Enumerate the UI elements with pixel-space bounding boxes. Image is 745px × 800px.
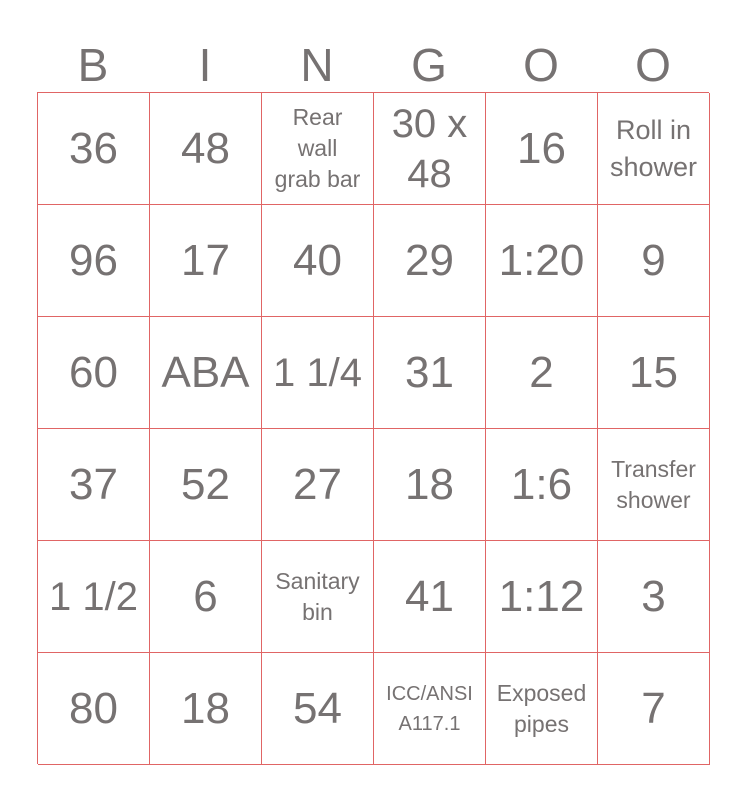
- bingo-cell[interactable]: [486, 317, 598, 429]
- bingo-cell[interactable]: [38, 317, 150, 429]
- bingo-cell[interactable]: [262, 317, 374, 429]
- cell-text: 40: [293, 235, 342, 285]
- bingo-cell[interactable]: [374, 653, 486, 765]
- cell-text: 96: [69, 235, 118, 285]
- bingo-cell[interactable]: [598, 317, 710, 429]
- bingo-cell[interactable]: [486, 429, 598, 541]
- bingo-header: [37, 38, 709, 92]
- header-letter-b: B: [77, 39, 109, 91]
- cell-text: Rear wall grab bar: [274, 104, 361, 192]
- header-letter-n: N: [300, 39, 334, 91]
- bingo-cell[interactable]: [150, 205, 262, 317]
- bingo-cell[interactable]: [38, 541, 150, 653]
- cell-text: 2: [529, 347, 554, 397]
- bingo-cell[interactable]: [374, 93, 486, 205]
- cell-text: 36: [69, 123, 118, 173]
- cell-text: 15: [629, 347, 678, 397]
- cell-text: 31: [405, 347, 454, 397]
- bingo-cell[interactable]: [598, 653, 710, 765]
- cell-text: 1:6: [510, 459, 573, 509]
- cell-text: 1:20: [498, 235, 585, 285]
- cell-text: 18: [405, 459, 454, 509]
- bingo-cell[interactable]: [598, 205, 710, 317]
- bingo-cell[interactable]: [38, 205, 150, 317]
- bingo-cell[interactable]: [486, 93, 598, 205]
- bingo-cell[interactable]: [486, 205, 598, 317]
- cell-text: 29: [405, 235, 454, 285]
- cell-text: 54: [293, 683, 342, 733]
- header-letter-i: I: [198, 39, 212, 91]
- cell-text: Sanitary bin: [275, 567, 360, 625]
- bingo-cell[interactable]: [262, 93, 374, 205]
- cell-text: 27: [293, 459, 342, 509]
- header-letter-o-2: O: [635, 39, 671, 91]
- cell-text: 80: [69, 683, 118, 733]
- cell-text: 7: [641, 683, 666, 733]
- cell-text: 1:12: [498, 571, 585, 621]
- cell-text: 52: [181, 459, 230, 509]
- header-letter-g: G: [411, 39, 447, 91]
- cell-text: 1 1/2: [49, 574, 138, 619]
- bingo-cell[interactable]: [262, 541, 374, 653]
- cell-text: 37: [69, 459, 118, 509]
- bingo-cell[interactable]: [150, 541, 262, 653]
- cell-text: ICC/ANSI A117.1: [386, 682, 473, 735]
- bingo-cell[interactable]: [38, 653, 150, 765]
- cell-text: 3: [641, 571, 666, 621]
- bingo-cell[interactable]: [598, 93, 710, 205]
- header-letter-o: O: [523, 39, 559, 91]
- bingo-cell[interactable]: [374, 205, 486, 317]
- bingo-cell[interactable]: [374, 541, 486, 653]
- bingo-cell[interactable]: [150, 317, 262, 429]
- bingo-cell[interactable]: [374, 429, 486, 541]
- bingo-cell[interactable]: [598, 429, 710, 541]
- cell-text: ABA: [161, 347, 250, 397]
- cell-text: Exposed pipes: [496, 679, 587, 737]
- bingo-cell[interactable]: [374, 317, 486, 429]
- bingo-cell[interactable]: [262, 653, 374, 765]
- bingo-cell[interactable]: [150, 93, 262, 205]
- bingo-cell[interactable]: [150, 429, 262, 541]
- cell-text: 17: [181, 235, 230, 285]
- bingo-cell[interactable]: [262, 205, 374, 317]
- cell-text: 1 1/4: [273, 350, 362, 395]
- cell-text: 6: [193, 571, 218, 621]
- bingo-cell[interactable]: [38, 93, 150, 205]
- cell-text: Roll in shower: [609, 114, 698, 182]
- cell-text: 16: [517, 123, 566, 173]
- bingo-cell[interactable]: [150, 653, 262, 765]
- cell-text: 30 x 48: [391, 101, 468, 196]
- cell-text: 48: [181, 123, 230, 173]
- bingo-cell[interactable]: [262, 429, 374, 541]
- bingo-cell[interactable]: [486, 653, 598, 765]
- cell-text: 41: [405, 571, 454, 621]
- cell-text: Transfer shower: [611, 455, 696, 513]
- cell-text: 9: [641, 235, 666, 285]
- bingo-board: [37, 92, 709, 764]
- cell-text: 60: [69, 347, 118, 397]
- bingo-cell[interactable]: [598, 541, 710, 653]
- cell-text: 18: [181, 683, 230, 733]
- bingo-cell[interactable]: [486, 541, 598, 653]
- bingo-cell[interactable]: [38, 429, 150, 541]
